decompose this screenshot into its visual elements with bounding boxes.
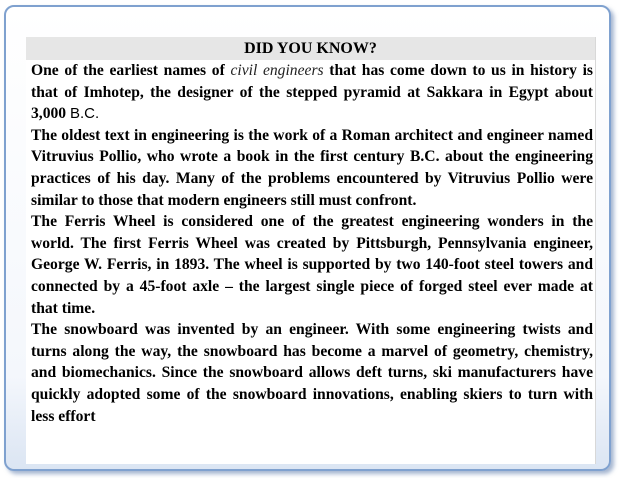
paragraph-vitruvius: The oldest text in engineering is the work of a Roman architect and engineer named Vitruvius Pollio, who wrote a book in the first century B.C. about the engineering practices of his day. Many of the problems encountered by Vitruvius Pollio were similar to those that modern engineers still must confront. [31, 126, 593, 209]
paragraph-ferris-wheel: The Ferris Wheel is considered one of the greatest engineering wonders in the world. The first Ferris Wheel was created by Pittsburgh, Pennsylvania engineer, George W. Ferris, in 1893. The wheel is supported by two 140-foot steel towers and connected by a 45-foot axle – the largest single piece of forged steel ever made at that time. [31, 213, 593, 317]
did-you-know-panel [26, 37, 596, 464]
paragraph-imhotep-start: One of the earliest names of [31, 62, 231, 79]
civil-engineers-emphasis: civil engineers [230, 62, 324, 79]
paragraph-imhotep-middle: that has come down to us in history is that of Imhotep, the designer of the stepped pyramid at Sakkara in Egypt about 3,000 [31, 62, 593, 123]
paragraph-snowboard: The snowboard was invented by an engineer. With some engineering twists and turns along the way, the snowboard has become a marvel of geometry, chemistry, and biomechanics. Since the snowboard allows deft turns, ski manufacturers have quickly adopted some of the snowboard innovations, enabling skiers to turn with less effort [31, 321, 593, 425]
era-label: B.C. [69, 105, 100, 123]
panel-title: DID YOU KNOW? [26, 37, 595, 60]
rounded-frame [4, 5, 611, 471]
paragraph-imhotep [31, 60, 593, 125]
panel-body [26, 60, 595, 427]
